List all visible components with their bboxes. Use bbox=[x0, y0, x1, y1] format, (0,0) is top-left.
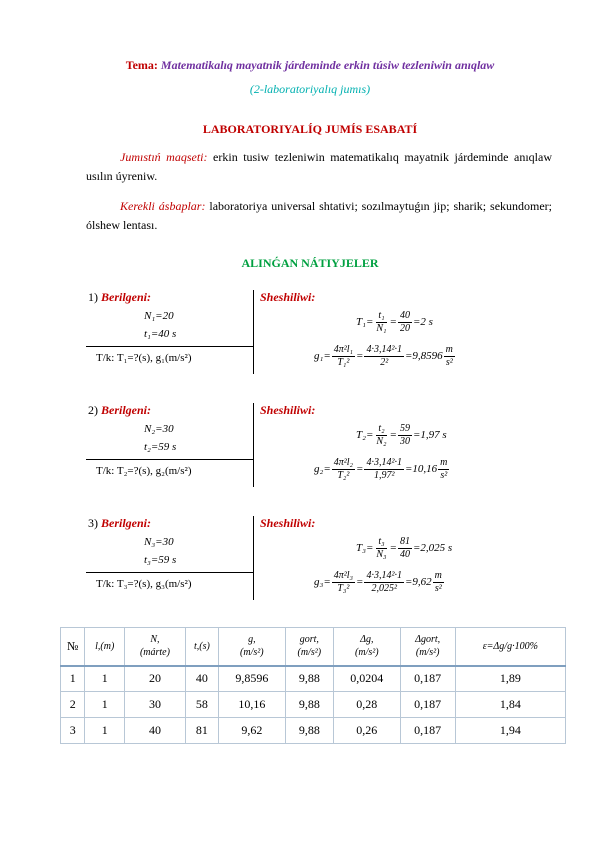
table-cell: 30 bbox=[125, 692, 186, 718]
gravity-fraction-numeric bbox=[364, 570, 404, 595]
task-number: 1) bbox=[88, 290, 98, 304]
given-heading bbox=[88, 516, 151, 531]
gravity-result: =9,8596 bbox=[404, 350, 443, 363]
gravity-unit bbox=[438, 457, 449, 482]
given-time: t₁=40 s bbox=[144, 328, 177, 340]
table-cell: 3 bbox=[61, 718, 85, 744]
solution-label: Sheshiliwi: bbox=[260, 403, 316, 417]
table-cell: 0,187 bbox=[400, 692, 455, 718]
column-header: № bbox=[61, 628, 85, 666]
column-header: N, (márte) bbox=[125, 628, 186, 666]
period-lhs: T₁= bbox=[356, 316, 374, 329]
equipment-paragraph bbox=[86, 197, 552, 235]
gravity-lhs: g₃= bbox=[314, 576, 331, 589]
period-fraction-symbolic bbox=[374, 423, 388, 448]
given-count: N₂=30 bbox=[144, 423, 174, 435]
unit-numerator: m bbox=[445, 344, 453, 355]
gravity-result: =10,16 bbox=[404, 463, 438, 476]
task-1 bbox=[86, 290, 552, 382]
table-cell: 0,0204 bbox=[333, 666, 400, 692]
period-fraction-numeric bbox=[398, 310, 412, 335]
period-fraction-symbolic bbox=[374, 536, 388, 561]
fraction-numerator: 81 bbox=[399, 536, 410, 547]
divider bbox=[86, 346, 254, 347]
equipment-text: laboratoriya universal shtativi; sozılmaytuǵın jip; sharik; sekundomer; ólshew lentası. bbox=[86, 199, 553, 232]
period-formula: T₃= $\frac{\text{t₃}}{\text{N₃}}$ = $\frac{81}{40}$ =2,025 s bbox=[356, 536, 453, 560]
period-fraction-numeric bbox=[398, 536, 412, 561]
fraction-numerator: t₁ bbox=[378, 310, 385, 321]
solution-block bbox=[260, 516, 550, 606]
fraction-denominator: 20 bbox=[399, 323, 410, 334]
gravity-result: =9,62 bbox=[404, 576, 432, 589]
given-block bbox=[86, 290, 254, 374]
table-row bbox=[61, 666, 566, 692]
table-cell: 1,84 bbox=[455, 692, 565, 718]
fraction-numerator: 4π²l₁ bbox=[333, 344, 354, 355]
period-lhs: T₂= bbox=[356, 429, 374, 442]
given-count: N₃=30 bbox=[144, 536, 174, 548]
fraction-denominator: T₂² bbox=[337, 470, 350, 481]
fraction-numerator: 4π²l₂ bbox=[333, 457, 354, 468]
gravity-fraction-symbolic bbox=[332, 570, 355, 595]
unit-denominator: s² bbox=[440, 470, 448, 481]
period-formula: T₁= $\frac{\text{t₁}}{\text{N₁}}$ = $\frac{40}{20}$ =2 s bbox=[356, 310, 433, 334]
period-formula: T₂= $\frac{\text{t₂}}{\text{N₂}}$ = $\frac{59}{30}$ =1,97 s bbox=[356, 423, 447, 447]
table-cell: 1,89 bbox=[455, 666, 565, 692]
column-header: g, (m/s²) bbox=[218, 628, 285, 666]
purpose-paragraph bbox=[86, 148, 552, 186]
gravity-unit bbox=[433, 570, 444, 595]
gravity-fraction-numeric bbox=[364, 344, 404, 369]
table-cell: 0,26 bbox=[333, 718, 400, 744]
unit-denominator: s² bbox=[434, 583, 442, 594]
purpose-label: Jumıstıń maqseti: bbox=[120, 150, 208, 164]
table-cell: 9,62 bbox=[218, 718, 285, 744]
table-cell: 1 bbox=[85, 666, 125, 692]
gravity-fraction-symbolic bbox=[332, 457, 355, 482]
table-header-row bbox=[61, 628, 566, 666]
given-label: Berilgeni: bbox=[101, 290, 151, 304]
given-count: N₁=20 bbox=[144, 310, 174, 322]
fraction-denominator: N₁ bbox=[376, 323, 387, 334]
fraction-denominator: N₃ bbox=[376, 549, 387, 560]
solution-label: Sheshiliwi: bbox=[260, 290, 316, 304]
unit-numerator: m bbox=[434, 570, 442, 581]
given-time: t₂=59 s bbox=[144, 441, 177, 453]
table-cell: 20 bbox=[125, 666, 186, 692]
fraction-numerator: t₂ bbox=[378, 423, 385, 434]
table-cell: 40 bbox=[185, 666, 218, 692]
period-result: =2 s bbox=[412, 316, 433, 329]
column-header: l,(m) bbox=[85, 628, 125, 666]
task-number: 3) bbox=[88, 516, 98, 530]
given-block bbox=[86, 516, 254, 600]
gravity-lhs: g₁= bbox=[314, 350, 331, 363]
table-cell: 0,187 bbox=[400, 718, 455, 744]
task-2 bbox=[86, 403, 552, 495]
divider bbox=[86, 459, 254, 460]
task-number: 2) bbox=[88, 403, 98, 417]
given-label: Berilgeni: bbox=[101, 516, 151, 530]
table-cell: 1 bbox=[61, 666, 85, 692]
fraction-numerator: 4·3,14²·1 bbox=[366, 570, 402, 581]
results-title: ALINǴAN NÁTIYJELER bbox=[241, 256, 379, 270]
given-heading bbox=[88, 403, 151, 418]
solution-block bbox=[260, 403, 550, 493]
topic-text: Matematikalıq mayatnik járdeminde erkin túsiw tezleniwin anıqlaw bbox=[160, 58, 495, 72]
equipment-label: Kerekli ásbaplar: bbox=[120, 199, 206, 213]
purpose-text: erkin tusiw tezleniwin matematikalıq mayatnik járdeminde anıqlaw usılın úyreniw. bbox=[86, 150, 553, 183]
table-row bbox=[61, 692, 566, 718]
gravity-formula: g₂= $\frac{\text{4π²l₂}}{\text{T₂²}}$ = $\frac{\text{4·3,14²·1}}{\text{1,97²}}$ =10,16 $\frac{m}{\text{s²}}$ bbox=[314, 457, 448, 481]
divider bbox=[86, 572, 254, 573]
find-line: T/k: T₁=?(s), g₁(m/s²) bbox=[96, 352, 192, 364]
table-cell: 9,88 bbox=[285, 692, 333, 718]
fraction-denominator: 2² bbox=[380, 357, 389, 368]
given-label: Berilgeni: bbox=[101, 403, 151, 417]
gravity-formula: g₃= $\frac{\text{4π²l₃}}{\text{T₃²}}$ = $\frac{\text{4·3,14²·1}}{\text{2,025²}}$ =9,62 $\frac{m}{\text{s²}}$ bbox=[314, 570, 442, 594]
period-fraction-numeric bbox=[398, 423, 412, 448]
column-header: Δgort, (m/s²) bbox=[400, 628, 455, 666]
lab-number: (2-laboratoriyalıq jumıs) bbox=[249, 82, 371, 96]
fraction-numerator: 4·3,14²·1 bbox=[366, 344, 402, 355]
topic-line bbox=[60, 56, 560, 74]
fraction-denominator: 1,97² bbox=[373, 470, 395, 481]
column-header: ε=Δg/g·100% bbox=[455, 628, 565, 666]
fraction-denominator: 30 bbox=[399, 436, 410, 447]
fraction-denominator: 2,025² bbox=[371, 583, 397, 594]
period-fraction-symbolic bbox=[374, 310, 388, 335]
table-cell: 1 bbox=[85, 718, 125, 744]
table-cell: 10,16 bbox=[218, 692, 285, 718]
table-cell: 2 bbox=[61, 692, 85, 718]
fraction-denominator: T₁² bbox=[337, 357, 350, 368]
unit-numerator: m bbox=[440, 457, 448, 468]
column-header: t,(s) bbox=[185, 628, 218, 666]
fraction-numerator: 59 bbox=[399, 423, 410, 434]
gravity-unit bbox=[444, 344, 455, 369]
find-line: T/k: T₂=?(s), g₂(m/s²) bbox=[96, 465, 192, 477]
fraction-numerator: 40 bbox=[399, 310, 410, 321]
table-row bbox=[61, 718, 566, 744]
table-cell: 81 bbox=[185, 718, 218, 744]
given-time: t₃=59 s bbox=[144, 554, 177, 566]
solution-label: Sheshiliwi: bbox=[260, 516, 316, 530]
header bbox=[60, 56, 560, 98]
table-cell: 0,28 bbox=[333, 692, 400, 718]
fraction-numerator: 4π²l₃ bbox=[333, 570, 354, 581]
column-header: gort, (m/s²) bbox=[285, 628, 333, 666]
topic-label: Tema: bbox=[125, 58, 158, 72]
unit-denominator: s² bbox=[445, 357, 453, 368]
table-cell: 9,88 bbox=[285, 666, 333, 692]
table-cell: 1 bbox=[85, 692, 125, 718]
column-header: Δg, (m/s²) bbox=[333, 628, 400, 666]
fraction-numerator: 4·3,14²·1 bbox=[366, 457, 402, 468]
table-cell: 1,94 bbox=[455, 718, 565, 744]
given-heading bbox=[88, 290, 151, 305]
fraction-denominator: T₃² bbox=[337, 583, 350, 594]
fraction-denominator: N₂ bbox=[376, 436, 387, 447]
task-3 bbox=[86, 516, 552, 608]
results-table bbox=[60, 627, 566, 744]
gravity-lhs: g₂= bbox=[314, 463, 331, 476]
given-block bbox=[86, 403, 254, 487]
table-body bbox=[61, 666, 566, 744]
table-cell: 9,88 bbox=[285, 718, 333, 744]
period-result: =1,97 s bbox=[412, 429, 447, 442]
fraction-denominator: 40 bbox=[399, 549, 410, 560]
table-cell: 0,187 bbox=[400, 666, 455, 692]
table-cell: 9,8596 bbox=[218, 666, 285, 692]
period-lhs: T₃= bbox=[356, 542, 374, 555]
gravity-formula: g₁= $\frac{\text{4π²l₁}}{\text{T₁²}}$ = $\frac{\text{4·3,14²·1}}{\text{2²}}$ =9,8596 $\frac{m}{\text{s²}}$ bbox=[314, 344, 453, 368]
period-result: =2,025 s bbox=[412, 542, 453, 555]
table-cell: 58 bbox=[185, 692, 218, 718]
solution-block bbox=[260, 290, 550, 380]
gravity-fraction-numeric bbox=[364, 457, 404, 482]
fraction-numerator: t₃ bbox=[378, 536, 385, 547]
find-line: T/k: T₃=?(s), g₃(m/s²) bbox=[96, 578, 192, 590]
gravity-fraction-symbolic bbox=[332, 344, 355, 369]
report-title: LABORATORIYALÍQ JUMÍS ESABATÍ bbox=[202, 122, 418, 136]
table-cell: 40 bbox=[125, 718, 186, 744]
